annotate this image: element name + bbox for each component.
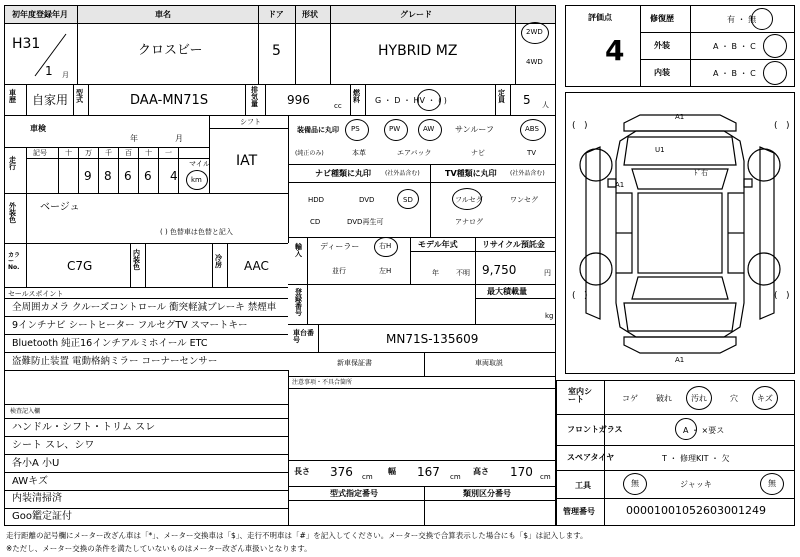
door-count: 5 [272, 43, 281, 59]
seat-hole: 穴 [730, 394, 738, 403]
digit-label-1: 十 [65, 149, 72, 157]
person-unit: 人 [542, 101, 549, 109]
height-label: 高さ [473, 467, 489, 476]
color-no-value: C7G [67, 259, 93, 273]
equip-sunroof: サンルーフ [455, 125, 494, 134]
notes-label: 注意事項・不具合箇所 [292, 379, 353, 386]
mileage-label: 走行 [9, 156, 16, 171]
score-label: 評価点 [588, 13, 612, 22]
navi-hdd: HDD [308, 196, 325, 204]
mile-label: マイル [189, 160, 210, 168]
sales-line-1: 9インチナビ シートヒーター フルセグTV スマートキー [12, 320, 248, 331]
equip-aw: AW [423, 125, 435, 133]
right-h: 右H [379, 242, 392, 250]
inspector-line-4: 内装清掃済 [12, 493, 62, 504]
paren-tr-open: ( [774, 121, 778, 131]
displacement-value: 996 [287, 93, 310, 107]
exterior-label: 外装 [654, 41, 670, 50]
int-options: A ・ B ・ C [713, 69, 756, 78]
use-label: 車歴 [9, 89, 16, 104]
model-year-year: 年 [432, 269, 439, 277]
tools-label: 工具 [575, 481, 591, 490]
type-no-label: 型式指定番号 [330, 489, 378, 498]
navi-cd: CD [310, 218, 321, 226]
length-value: 376 [330, 465, 353, 479]
dealer-option: ディーラー [320, 242, 360, 251]
color-no-label: カラーNo. [8, 252, 21, 271]
fuel-options: G ・ D ・ HV ・ ( ) [375, 96, 447, 105]
registration-label: 登録番号 [295, 288, 302, 317]
equip-ps: PS [351, 125, 360, 133]
car-diagram [566, 93, 794, 373]
shaken-label: 車検 [30, 124, 46, 133]
model-value: DAA-MN71S [130, 93, 209, 108]
tv-fullseg: フルセグ [455, 196, 483, 204]
sales-line-0: 全周囲カメラ クルーズコントロール 衝突軽減ブレーキ 禁煙車 [12, 302, 277, 313]
tv-analog: アナログ [455, 218, 483, 226]
seat-label: 室内シート [568, 387, 592, 404]
model-year-unknown: 不明 [456, 269, 470, 277]
inspector-line-0: ハンドル・シフト・トリム スレ [12, 422, 156, 433]
repair-circle [751, 8, 773, 30]
paren-tl-open: ( [572, 121, 576, 131]
glass-options: A ・ ×要ス [683, 426, 725, 435]
model-label: 型式 [76, 89, 83, 104]
name-label: 車名 [155, 10, 171, 19]
digit-2: 6 [124, 169, 132, 183]
shape-label: 形状 [302, 10, 318, 19]
km-label: km [191, 176, 202, 184]
equip-tv: TV [527, 149, 537, 157]
chassis-label: 車台番号 [293, 329, 314, 344]
car-name: クロスビー [138, 43, 203, 58]
sales-label: セールスポイント [8, 290, 64, 298]
int-circle [763, 61, 787, 85]
class-no-label: 類別区分番号 [463, 489, 511, 498]
interior-color-label: 内装色 [133, 249, 140, 271]
import-label: 輸入 [295, 243, 302, 258]
ac-value: AAC [244, 259, 269, 273]
capacity-label: 定員 [498, 89, 505, 104]
paren-br-close: ) [786, 291, 790, 301]
repair-options: 有 ・ 無 [727, 15, 757, 24]
tools-value: 無 [631, 479, 639, 488]
equip-abs: ABS [525, 125, 539, 133]
jack-label: ジャッキ [680, 480, 712, 489]
tv-oneseg: ワンセグ [510, 196, 538, 204]
left-h: 左H [379, 267, 392, 275]
digit-3: 6 [144, 169, 152, 183]
diag-a1-left: A1 [615, 181, 625, 189]
navi-dvd: DVD [359, 196, 375, 204]
era-year: H31 [12, 36, 41, 52]
digit-label-5: 十 [145, 149, 152, 157]
displacement-label: 排気量 [251, 86, 258, 108]
digit-label-2: 万 [85, 149, 92, 157]
fuel-hv-circle [417, 89, 441, 111]
spare-options: T ・ 修理KIT ・ 欠 [662, 454, 730, 463]
color-label: 外装色 [9, 202, 16, 224]
color-note: ( ) 色替車は色替と記入 [160, 228, 233, 236]
recycle-label: リサイクル預託金 [482, 240, 545, 249]
score-value: 4 [605, 34, 625, 67]
fuel-label: 燃料 [353, 89, 360, 104]
diag-hi-right: ﾄﾞ右 [694, 169, 708, 177]
paren-tr-close: ) [786, 121, 790, 131]
recycle-value: 9,750 [482, 263, 517, 277]
digit-label-4: 百 [125, 149, 132, 157]
shaken-year: 年 [130, 134, 138, 143]
navi-sd: SD [403, 196, 413, 204]
paren-tl-close: ) [584, 121, 588, 131]
width-cm: cm [450, 473, 461, 481]
seat-burn: コゲ [622, 394, 638, 403]
height-cm: cm [540, 473, 551, 481]
model-year-label: モデル年式 [418, 240, 458, 249]
footer-line-2: ※ただし、メーター交換の条件を満たしていないものはメーター改ざん車扱いとなります。 [6, 544, 312, 553]
digit-label-6: 一 [165, 149, 172, 157]
sales-line-2: Bluetooth 純正16インチアルミホイール ETC [12, 338, 208, 349]
chassis-value: MN71S-135609 [386, 332, 479, 346]
inspector-line-5: Goo鑑定証付 [12, 511, 72, 522]
diag-a1-top: A1 [675, 113, 685, 121]
grade-label: グレード [400, 10, 432, 19]
equipment-label: 装備品に丸印 [297, 126, 339, 134]
tv-label: TV種類に丸印 [445, 169, 497, 178]
interior-label: 内装 [654, 68, 670, 77]
cc-unit: cc [334, 102, 342, 110]
tv-sub: (社外品含む) [510, 170, 545, 177]
shaken-month: 月 [175, 134, 183, 143]
length-label: 長さ [294, 467, 310, 476]
door-label: ドア [268, 10, 284, 19]
drive-4wd: 4WD [526, 58, 543, 66]
length-cm: cm [362, 473, 373, 481]
color-value: ベージュ [40, 202, 80, 213]
yen-unit: 円 [544, 269, 551, 277]
spare-label: スペアタイヤ [567, 453, 615, 462]
digit-label-3: 千 [105, 149, 112, 157]
max-load-label: 最大積載量 [487, 287, 527, 296]
parallel-option: 並行 [332, 267, 346, 275]
navi-sub: (社外品含む) [385, 170, 420, 177]
diag-u1: U1 [655, 146, 665, 154]
paren-bl-open: ( [572, 291, 576, 301]
month-value: 1 [45, 64, 53, 78]
drive-2wd: 2WD [526, 28, 543, 36]
equipment-sub: (純正のみ) [295, 150, 324, 157]
seat-scratch: キズ [757, 394, 773, 403]
digit-label-0: 記号 [33, 149, 47, 157]
navi-dvd-play: DVD再生可 [347, 218, 384, 226]
sales-line-3: 盗難防止装置 電動格納ミラー コーナーセンサー [12, 356, 218, 367]
glass-circle [675, 418, 697, 440]
width-label: 幅 [388, 467, 396, 476]
footer-line-1: 走行距離の記号欄にメーター改ざん車は「*」、メーター交換車は「$」、走行不明車は「#」を記入してください。メーター交換で合算表示した場合にも「$」は記入します。 [6, 531, 588, 540]
paren-bl-close: ) [584, 291, 588, 301]
repair-label: 修復歴 [650, 14, 674, 23]
seat-dirt: 汚れ [691, 394, 707, 403]
seat-tear: 破れ [656, 394, 672, 403]
capacity-value: 5 [523, 93, 531, 107]
inspector-label: 検査記入欄 [10, 408, 41, 415]
mgmt-label: 管理番号 [563, 507, 595, 516]
inspector-line-2: 各小A 小U [12, 458, 60, 469]
digit-1: 8 [104, 169, 112, 183]
glass-label: フロントガラス [567, 425, 623, 434]
ext-options: A ・ B ・ C [713, 42, 756, 51]
use-value: 自家用 [32, 93, 69, 107]
diag-a1-bottom: A1 [675, 356, 685, 364]
manual-label: 車両取説 [475, 359, 503, 367]
inspector-line-3: AWキズ [12, 476, 48, 487]
digit-0: 9 [84, 169, 92, 183]
mgmt-value: 0000100105260300124​9 [626, 504, 766, 517]
equip-pw: PW [389, 125, 401, 133]
shift-value: IAT [236, 153, 258, 169]
equip-navi: ナビ [471, 149, 485, 157]
month-unit: 月 [62, 71, 69, 79]
digit-4: 4 [170, 169, 178, 183]
height-value: 170 [510, 465, 533, 479]
warranty-label: 新車保証書 [337, 359, 372, 367]
inspector-line-1: シート スレ、シワ [12, 440, 95, 451]
width-value: 167 [417, 465, 440, 479]
shift-label: シフト [240, 118, 261, 126]
jack-value: 無 [768, 479, 776, 488]
equip-leather: 本革 [352, 149, 366, 157]
paren-br-open: ( [774, 291, 778, 301]
ext-circle [763, 34, 787, 58]
ac-label: 冷房 [215, 254, 222, 269]
kg-unit: kg [545, 312, 554, 320]
year-label: 初年度登録年月 [12, 10, 68, 19]
equip-airbag: エアバック [397, 149, 432, 157]
grade-value: HYBRID MZ [378, 43, 458, 59]
navi-label: ナビ種類に丸印 [315, 169, 371, 178]
